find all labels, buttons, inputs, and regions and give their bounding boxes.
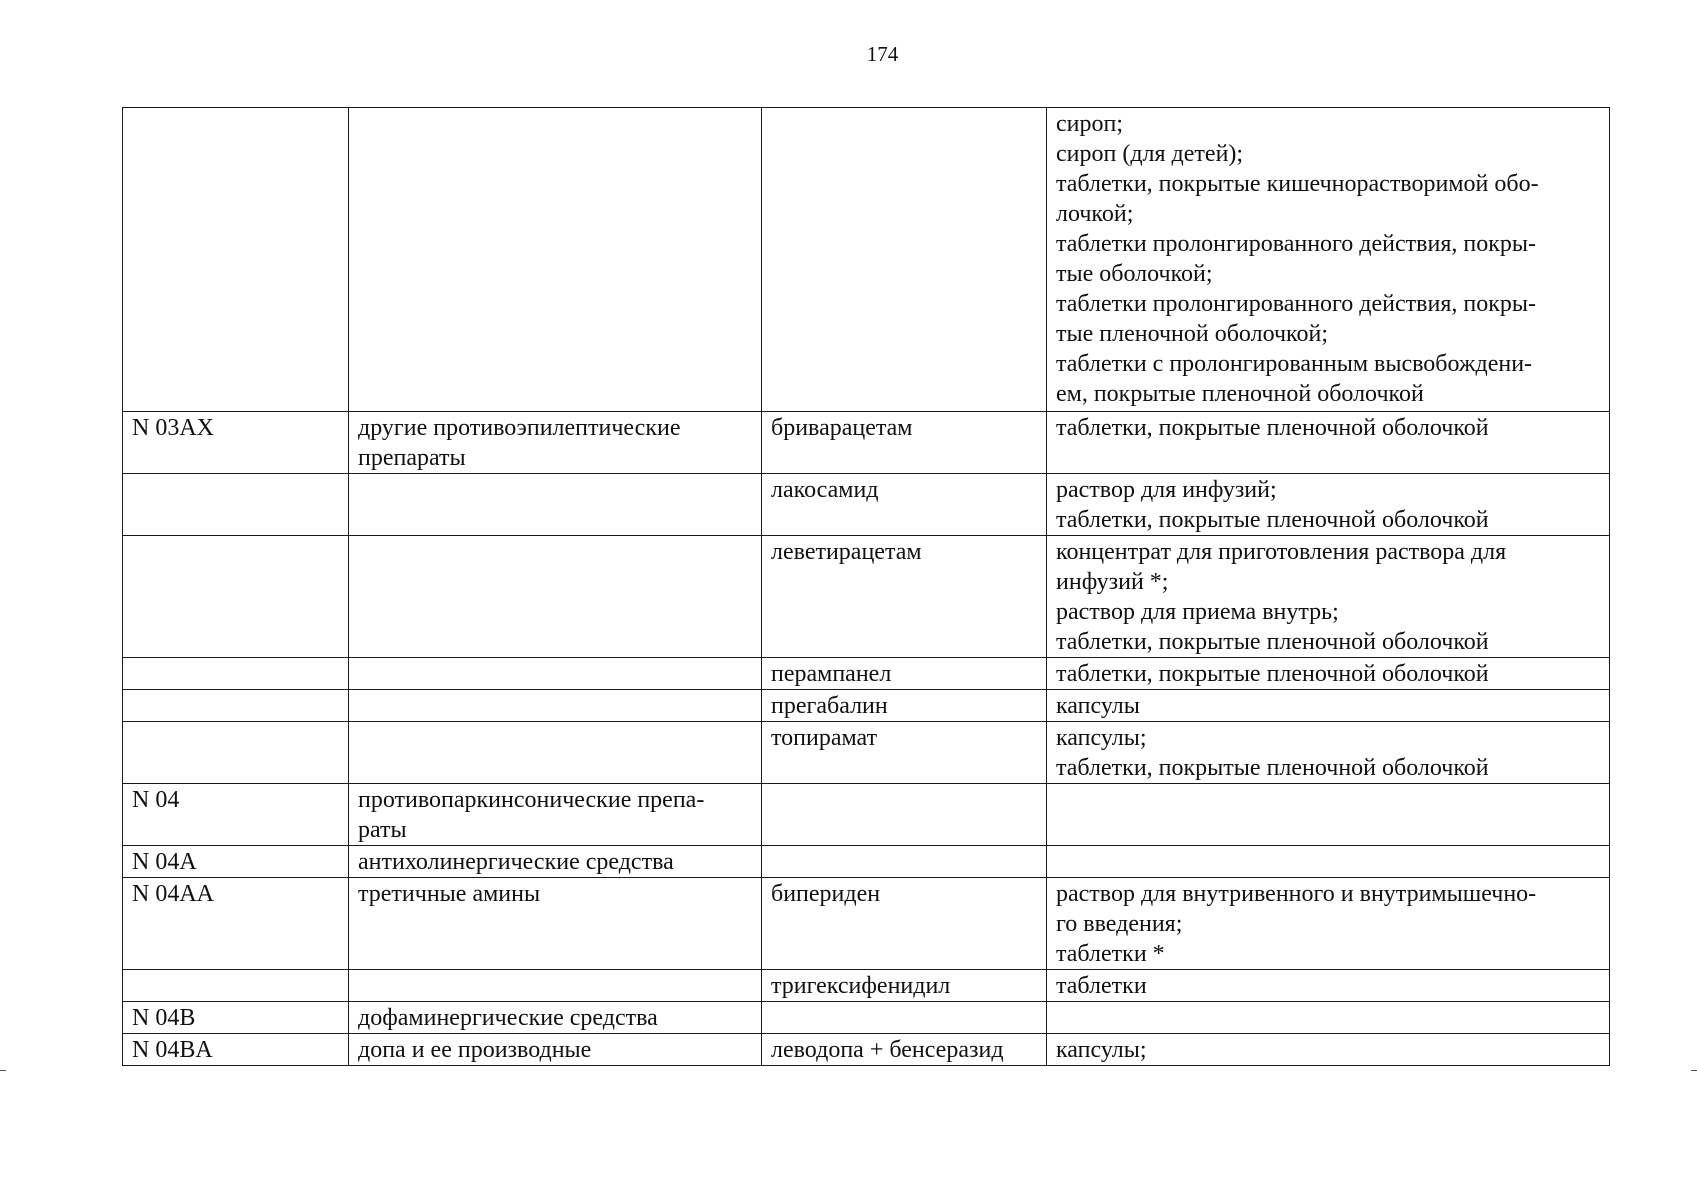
group-name-cell: [349, 412, 762, 474]
drug-name-cell: [762, 658, 1047, 690]
drug-name-cell: [762, 784, 1047, 846]
atc-code-cell: [123, 722, 349, 784]
group-name-cell: [349, 970, 762, 1002]
atc-code-cell: [123, 1034, 349, 1066]
dosage-forms-line: концентрат для приготовления раствора для: [1056, 539, 1507, 565]
table-row: [123, 970, 1610, 1002]
dosage-forms-cell: [1047, 1002, 1610, 1034]
dosage-forms-line: тые пленочной оболочкой;: [1056, 321, 1328, 347]
dosage-forms-cell: [1047, 412, 1610, 474]
dosage-forms-line: таблетки пролонгированного действия, покры-: [1056, 291, 1536, 317]
drug-name-line: леветирацетам: [771, 539, 922, 565]
atc-code-cell: [123, 658, 349, 690]
drug-name-line: бриварацетам: [771, 415, 913, 441]
dosage-forms-line: капсулы;: [1056, 725, 1147, 751]
table-row: [123, 412, 1610, 474]
table-row: [123, 1034, 1610, 1066]
dosage-forms-line: раствор для инфузий;: [1056, 477, 1277, 503]
drug-name-cell: [762, 690, 1047, 722]
page-number: 174: [866, 42, 899, 66]
drug-table: [122, 107, 1610, 1066]
group-name-cell: [349, 784, 762, 846]
dosage-forms-line: таблетки, покрытые пленочной оболочкой: [1056, 507, 1489, 533]
group-name-cell: [349, 536, 762, 658]
dosage-forms-line: таблетки пролонгированного действия, покры-: [1056, 231, 1536, 257]
atc-code-cell: [123, 536, 349, 658]
group-name-cell: [349, 108, 762, 412]
table-row: [123, 722, 1610, 784]
atc-code-text: N 03AX: [132, 415, 214, 441]
dosage-forms-line: тые оболочкой;: [1056, 261, 1213, 287]
table-row: [123, 690, 1610, 722]
group-name-cell: [349, 846, 762, 878]
atc-code-cell: [123, 412, 349, 474]
atc-code-cell: [123, 784, 349, 846]
dosage-forms-line: капсулы;: [1056, 1037, 1147, 1063]
dosage-forms-cell: [1047, 536, 1610, 658]
dosage-forms-line: таблетки, покрытые пленочной оболочкой: [1056, 661, 1489, 687]
drug-name-line: перампанел: [771, 661, 892, 687]
drug-name-cell: [762, 474, 1047, 536]
drug-name-cell: [762, 722, 1047, 784]
atc-code-cell: [123, 690, 349, 722]
group-name-line: антихолинергические средства: [358, 849, 674, 875]
drug-name-cell: [762, 1002, 1047, 1034]
atc-code-cell: [123, 1002, 349, 1034]
dosage-forms-cell: [1047, 1034, 1610, 1066]
dosage-forms-line: го введения;: [1056, 911, 1183, 937]
table-row: [123, 474, 1610, 536]
group-name-line: дофаминергические средства: [358, 1005, 658, 1031]
dosage-forms-line: сироп (для детей);: [1056, 141, 1244, 167]
drug-name-cell: [762, 412, 1047, 474]
dosage-forms-line: таблетки: [1056, 973, 1147, 999]
dosage-forms-cell: [1047, 474, 1610, 536]
drug-name-cell: [762, 1034, 1047, 1066]
dosage-forms-line: раствор для внутривенного и внутримышечно-: [1056, 881, 1537, 907]
atc-code-cell: [123, 474, 349, 536]
dosage-forms-line: лочкой;: [1056, 201, 1134, 227]
table-row: [123, 878, 1610, 970]
dosage-forms-line: инфузий *;: [1056, 569, 1169, 595]
drug-name-line: бипериден: [771, 881, 881, 907]
drug-name-line: топирамат: [771, 725, 878, 751]
group-name-line: препараты: [358, 445, 466, 471]
dosage-forms-cell: [1047, 784, 1610, 846]
dosage-forms-cell: [1047, 658, 1610, 690]
drug-name-cell: [762, 536, 1047, 658]
group-name-cell: [349, 690, 762, 722]
dosage-forms-cell: [1047, 970, 1610, 1002]
group-name-line: допа и ее производные: [358, 1037, 592, 1063]
dosage-forms-line: таблетки, покрытые пленочной оболочкой: [1056, 415, 1489, 441]
drug-name-cell: [762, 970, 1047, 1002]
table-row: [123, 784, 1610, 846]
scan-edge-mark-left: [0, 1070, 6, 1093]
group-name-cell: [349, 722, 762, 784]
group-name-line: противопаркинсонические препа-: [358, 787, 705, 813]
dosage-forms-line: капсулы: [1056, 693, 1140, 719]
group-name-line: раты: [358, 817, 407, 843]
group-name-cell: [349, 658, 762, 690]
drug-name-cell: [762, 878, 1047, 970]
atc-code-cell: [123, 878, 349, 970]
group-name-line: третичные амины: [358, 881, 541, 907]
table-row: [123, 536, 1610, 658]
atc-code-cell: [123, 846, 349, 878]
drug-name-cell: [762, 846, 1047, 878]
dosage-forms-line: таблетки, покрытые пленочной оболочкой: [1056, 755, 1489, 781]
dosage-forms-line: таблетки, покрытые пленочной оболочкой: [1056, 629, 1489, 655]
atc-code-text: N 04: [132, 787, 180, 813]
group-name-cell: [349, 1002, 762, 1034]
drug-table-body: [123, 108, 1610, 1066]
group-name-cell: [349, 878, 762, 970]
atc-code-text: N 04BA: [132, 1037, 213, 1063]
drug-name-cell: [762, 108, 1047, 412]
dosage-forms-cell: [1047, 878, 1610, 970]
drug-name-line: прегабалин: [771, 693, 888, 719]
atc-code-text: N 04AA: [132, 881, 214, 907]
dosage-forms-line: раствор для приема внутрь;: [1056, 599, 1339, 625]
dosage-forms-line: таблетки с пролонгированным высвобождени-: [1056, 351, 1533, 377]
drug-name-line: леводопа + бенсеразид: [771, 1037, 1004, 1063]
dosage-forms-cell: [1047, 722, 1610, 784]
table-row: [123, 1002, 1610, 1034]
atc-code-text: N 04B: [132, 1005, 196, 1031]
dosage-forms-line: таблетки, покрытые кишечнорастворимой обо-: [1056, 171, 1539, 197]
dosage-forms-line: таблетки *: [1056, 941, 1165, 967]
group-name-cell: [349, 1034, 762, 1066]
table-row: [123, 846, 1610, 878]
table-row: [123, 658, 1610, 690]
dosage-forms-line: ем, покрытые пленочной оболочкой: [1056, 381, 1424, 407]
drug-name-line: лакосамид: [771, 477, 879, 503]
atc-code-cell: [123, 970, 349, 1002]
atc-code-text: N 04A: [132, 849, 197, 875]
drug-name-line: тригексифенидил: [771, 973, 951, 999]
dosage-forms-cell: [1047, 846, 1610, 878]
group-name-line: другие противоэпилептические: [358, 415, 681, 441]
dosage-forms-cell: [1047, 108, 1610, 412]
atc-code-cell: [123, 108, 349, 412]
dosage-forms-line: сироп;: [1056, 111, 1124, 137]
scan-edge-mark-right: [1691, 1070, 1697, 1093]
group-name-cell: [349, 474, 762, 536]
table-row: [123, 108, 1610, 412]
dosage-forms-cell: [1047, 690, 1610, 722]
